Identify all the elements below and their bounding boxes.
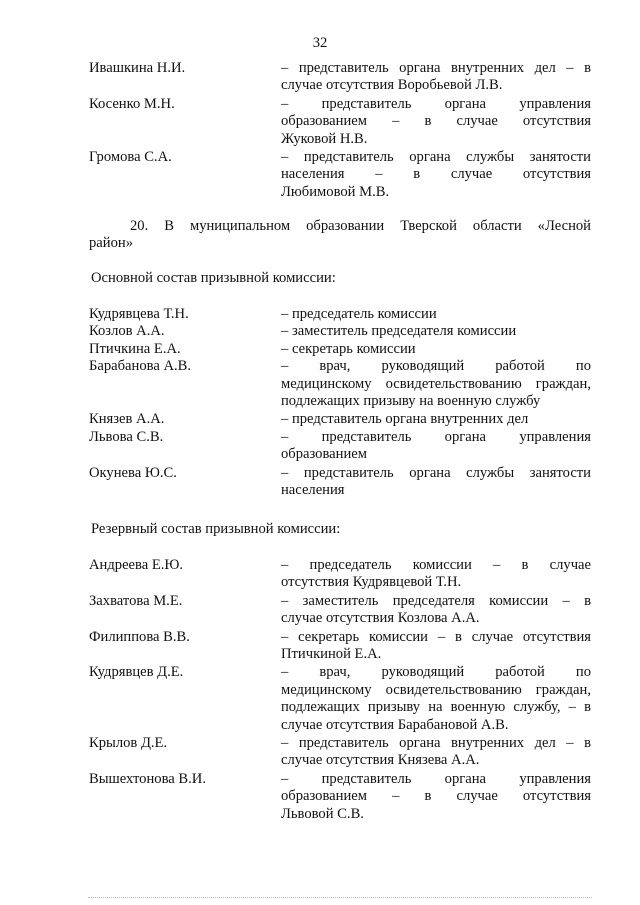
member-role (281, 306, 591, 323)
member-name: Филиппова В.В. (89, 628, 190, 645)
reserve-members-list (89, 557, 591, 823)
member-role (281, 358, 591, 410)
reserve-composition-title: Резервный состав призывной комиссии: (91, 521, 341, 537)
top-members-list (89, 60, 591, 201)
member-name: Окунева Ю.С. (89, 464, 177, 481)
member-row (89, 664, 591, 734)
role-line: случае отсутствия Воробьевой Л.В. (281, 77, 503, 94)
role-line: образованием (281, 446, 367, 463)
member-name: Захватова М.Е. (89, 592, 183, 609)
member-name: Козлов А.А. (89, 323, 165, 340)
member-role (281, 629, 591, 664)
member-name: Ивашкина Н.И. (89, 60, 186, 76)
member-name: Крылов Д.Е. (89, 735, 168, 752)
role-line: населения – в случае отсутствия (281, 166, 591, 183)
role-line: – председатель комиссии (281, 306, 437, 322)
member-name: Вышехтонова В.И. (89, 770, 206, 787)
main-members-list (89, 306, 591, 499)
member-name: Львова С.В. (89, 428, 164, 445)
member-name: Барабанова А.В. (89, 358, 192, 375)
member-row (89, 735, 591, 770)
role-line: населения (281, 482, 345, 499)
member-role (281, 771, 591, 823)
member-role (281, 429, 591, 464)
member-row (89, 557, 591, 592)
role-line: – представитель органа управления (281, 770, 591, 787)
member-role (281, 465, 591, 500)
role-line: – заместитель председателя комиссии – в (281, 592, 591, 609)
role-line: – представитель органа управления (281, 428, 591, 445)
member-row (89, 411, 591, 428)
role-line: отсутствия Кудрявцевой Т.Н. (281, 574, 462, 591)
member-row (89, 358, 591, 410)
member-row (89, 429, 591, 464)
role-line: случае отсутствия Козлова А.А. (281, 610, 480, 627)
role-line: образованием – в случае отсутствия (281, 788, 591, 805)
member-name: Громова С.А. (89, 149, 172, 166)
page-bottom-divider (88, 897, 592, 898)
member-row (89, 149, 591, 201)
role-line: – представитель органа внутренних дел – в (281, 60, 591, 76)
role-line: – представитель органа службы занятости (281, 149, 591, 166)
role-line: – представитель органа внутренних дел (281, 411, 529, 428)
member-role (281, 411, 591, 428)
member-role (281, 557, 591, 592)
member-row (89, 96, 591, 148)
member-role (281, 593, 591, 628)
member-role (281, 664, 591, 734)
member-name: Князев А.А. (89, 411, 165, 428)
role-line: – представитель органа внутренних дел – в (281, 735, 591, 752)
role-line: случае отсутствия Князева А.А. (281, 752, 480, 769)
role-line: образованием – в случае отсутствия (281, 113, 591, 130)
role-line: Любимовой М.В. (281, 183, 390, 200)
member-row (89, 593, 591, 628)
member-row (89, 771, 591, 823)
member-role (281, 735, 591, 770)
role-line: Львовой С.В. (281, 805, 364, 822)
section-heading-line: 20. В муниципальном образовании Тверской области «Лесной (130, 218, 591, 234)
member-row (89, 323, 591, 340)
role-line: медицинскому освидетельствованию граждан, (281, 681, 591, 698)
section-heading-line: район» (89, 235, 133, 252)
role-line: – секретарь комиссии – в случае отсутствия (281, 628, 591, 645)
role-line: – председатель комиссии – в случае (281, 557, 591, 573)
member-name: Косенко М.Н. (89, 95, 175, 112)
role-line: подлежащих призыву на военную службу, – в (281, 699, 591, 716)
member-row (89, 341, 591, 358)
member-name: Андреева Е.Ю. (89, 557, 184, 573)
member-name: Кудрявцева Т.Н. (89, 306, 189, 322)
member-row (89, 465, 591, 500)
role-line: – заместитель председателя комиссии (281, 323, 517, 340)
main-composition-title: Основной состав призывной комиссии: (91, 270, 336, 286)
role-line: Птичкиной Е.А. (281, 646, 382, 663)
member-role (281, 341, 591, 358)
role-line: случае отсутствия Барабановой А.В. (281, 716, 509, 733)
role-line: – представитель органа управления (281, 95, 591, 112)
role-line: – представитель органа службы занятости (281, 464, 591, 481)
member-role (281, 323, 591, 340)
member-role (281, 60, 591, 95)
role-line: медицинскому освидетельствованию граждан, (281, 375, 591, 392)
member-name: Кудрявцев Д.Е. (89, 664, 184, 681)
member-role (281, 96, 591, 148)
role-line: – врач, руководящий работой по (281, 664, 591, 681)
member-row (89, 306, 591, 323)
role-line: Жуковой Н.В. (281, 130, 368, 147)
page-number: 32 (312, 35, 328, 51)
member-name: Птичкина Е.А. (89, 340, 181, 357)
member-role (281, 149, 591, 201)
role-line: – секретарь комиссии (281, 340, 416, 357)
role-line: подлежащих призыву на военную службу (281, 393, 541, 410)
member-row (89, 629, 591, 664)
section-heading (89, 218, 591, 253)
member-row (89, 60, 591, 95)
role-line: – врач, руководящий работой по (281, 358, 591, 375)
